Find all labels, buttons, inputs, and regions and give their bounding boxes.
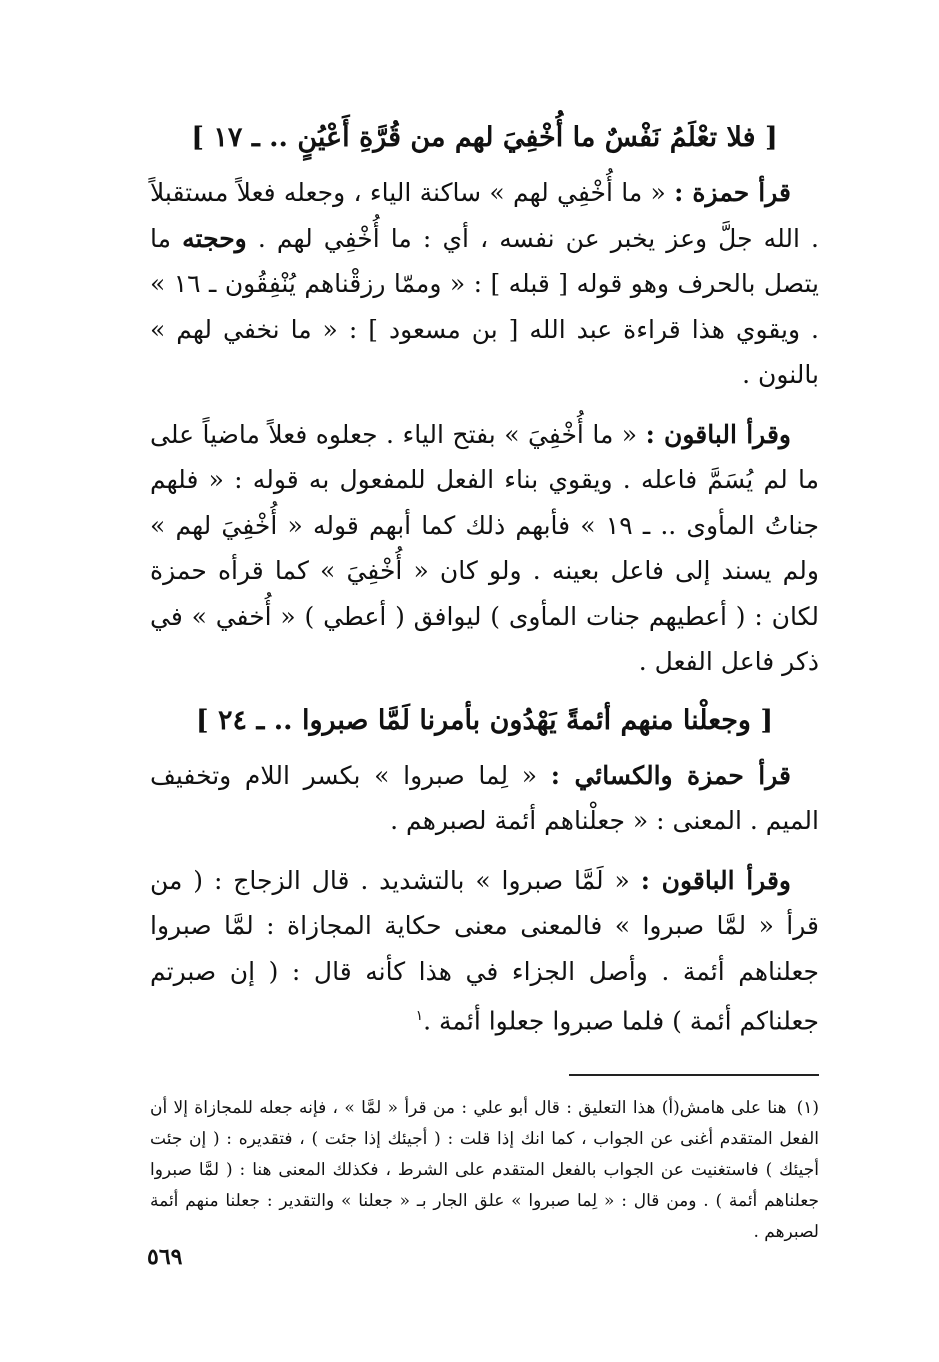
verse-number: ١٧ — [213, 122, 243, 153]
footnote — [150, 1093, 819, 1248]
paragraph-text-continued: ما يتصل بالحرف وهو قوله [ قبله ] : « وممّا رزقْناهم يُنْفِقُون ـ ١٦ » . ويقوي هذا قراءة عبد الله [ بن مسعود ] : « ما نخفي لهم » بالنون . — [150, 223, 819, 389]
paragraph-text: « لَمَّا صبروا » بالتشديد . قال الزجاج : ( من قرأ « لمَّا صبروا » فالمعنى معنى حكاية المجازاة : لمَّا صبروا جعلناهم أئمة . وأصل الجزاء في هذا كأنه قال : ( إن صبرتم جعلناكم أئمة ) فلما صبروا جعلوا أئمة . — [150, 865, 819, 1036]
page-number: ٥٦٩ — [147, 1244, 183, 1270]
paragraph-text: « ما أُخْفِيَ » بفتح الياء . جعلوه فعلاً ماضياً على ما لم يُسَمَّ فاعله . ويقوي بناء الفعل للمفعول به قوله : « فلهم جناتُ المأوى .. ـ ١٩ » فأبهم ذلك كما أبهم قوله « أُخْفِيَ لهم » ولم يسند إلى فاعل بعينه . ولو كان « أُخْفِيَ » كما قرأه حمزة لكان : ( أعطيهم جنات المأوى ) ليوافق ( أعطي ) « أُخفي » في ذكر فاعل الفعل . — [150, 419, 819, 676]
verse-text: فلا تعْلَمُ نَفْسٌ ما أُخْفِيَ لهم من قُرَّةِ أَعْيُنٍ .. — [269, 122, 756, 153]
reader-lead: وقرأ الباقون : — [645, 419, 791, 449]
verse-text: وجعلْنا منهم أئمةً يَهْدُون بأمرنا لَمَّا صبروا .. — [273, 704, 751, 736]
footnote-divider — [569, 1074, 819, 1076]
verse-heading-24 — [150, 699, 819, 743]
verse-open-bracket: [ — [760, 704, 774, 736]
verse-close-bracket: ] — [195, 704, 209, 736]
verse-close-bracket: ] — [191, 122, 204, 153]
verse-open-bracket: [ — [764, 122, 778, 153]
paragraph-others-reading-2 — [150, 858, 819, 1044]
paragraph-hamza-kisai-reading — [150, 753, 819, 844]
emphasis-text: وحجته — [182, 223, 247, 253]
paragraph-text: « ما أُخْفِي لهم » ساكنة الياء ، وجعله فعلاً مستقبلاً . الله جلَّ وعز يخبر عن نفسه ، أي : ما أُخْفِي لهم . — [150, 178, 819, 253]
footnote-reference[interactable]: ١ — [415, 1008, 424, 1024]
footnote-text: هنا على هامش(أ) هذا التعليق : قال أبو علي : من قرأ « لمَّا » ، فإنه جعله للمجازاة إلا أن الفعل المتقدم أغنى عن الجواب ، كما انك إذا قلت : ( أجيئك إذا جئت ) ، فتقديره : ( إن جئت أجيئك ) فاستغنيت عن الجواب بالفعل المتقدم على الشرط ، فكذلك المعنى هنا : ( لمَّا صبروا جعلناهم أئمة ) . ومن قال : « لِما صبروا » علق الجار بـ « جعلنا » والتقدير : جعلنا منهم أئمة لصبرهم . — [150, 1097, 819, 1242]
verse-heading-17 — [150, 116, 819, 160]
paragraph-text: « لِما صبروا » بكسر اللام وتخفيف الميم . المعنى : « جعلْناهم أئمة لصبرهم . — [150, 760, 819, 835]
verse-number-dash: ـ — [251, 122, 260, 153]
paragraph-hamza-reading-1 — [150, 170, 819, 398]
paragraph-others-reading-1 — [150, 412, 819, 685]
verse-number: ٢٤ — [218, 704, 248, 736]
reader-lead: وقرأ الباقون : — [640, 865, 791, 895]
verse-number-dash: ـ — [256, 704, 265, 736]
reader-lead: قرأ حمزة : — [674, 178, 791, 207]
reader-lead: قرأ حمزة والكسائي : — [550, 760, 791, 790]
footnote-marker: (١) — [796, 1097, 819, 1118]
